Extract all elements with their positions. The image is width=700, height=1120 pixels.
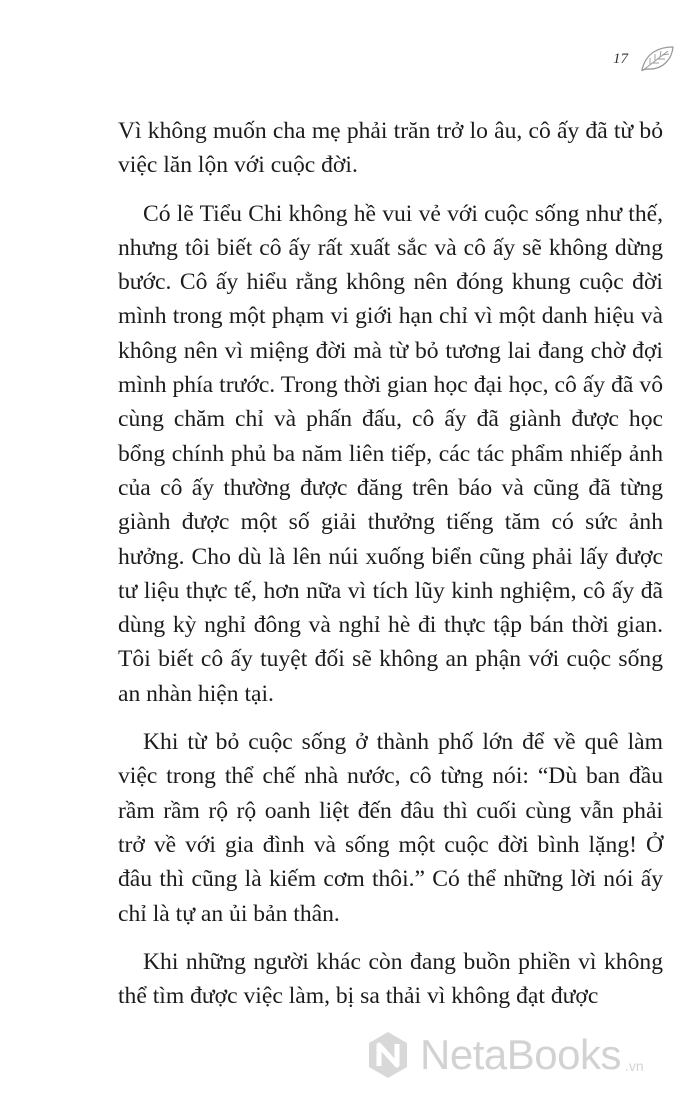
page-header <box>613 44 676 74</box>
watermark-brand: NetaBooks <box>420 1031 621 1078</box>
leaf-icon <box>638 44 676 74</box>
paragraph-3: Khi từ bỏ cuộc sống ở thành phố lớn để về quê làm việc trong thể chế nhà nước, cô từng nói: “Dù ban đầu rầm rầm rộ rộ oanh liệt đến đâu thì cuối cùng vẫn phải trở về với gia đình và sống một cuộc đời bình lặng! Ở đâu thì cũng là kiếm cơm thôi.” Có thể những lời nói ấy chỉ là tự an ủi bản thân. <box>118 729 663 927</box>
paragraph-4: Khi những người khác còn đang buồn phiền vì không thể tìm được việc làm, bị sa thải vì không đạt được <box>118 948 663 1010</box>
watermark-suffix: .vn <box>624 1058 644 1074</box>
watermark <box>366 1030 644 1080</box>
paragraph-1: Vì không muốn cha mẹ phải trăn trở lo âu, cô ấy đã từ bỏ việc lăn lộn với cuộc đời. <box>118 118 663 179</box>
book-body-text <box>118 114 663 1027</box>
page-number: 17 <box>613 50 628 67</box>
netabooks-logo-icon <box>366 1030 410 1080</box>
paragraph-2: Có lẽ Tiểu Chi không hề vui vẻ với cuộc sống như thế, nhưng tôi biết cô ấy rất xuất sắc và cô ấy sẽ không dừng bước. Cô ấy hiểu rằng không nên đóng khung cuộc đời mình trong một phạm vi giới hạn chỉ vì một danh hiệu và không nên vì miệng đời mà từ bỏ tương lai đang chờ đợi mình phía trước. Trong thời gian học đại học, cô ấy đã vô cùng chăm chỉ và phấn đấu, cô ấy đã giành được học bổng chính phủ ba năm liên tiếp, các tác phẩm nhiếp ảnh của cô ấy thường được đăng trên báo và cũng đã từng giành được một số giải thưởng tiếng tăm có sức ảnh hưởng. Cho dù là lên núi xuống biển cũng phải lấy được tư liệu thực tế, hơn nữa vì tích lũy kinh nghiệm, cô ấy đã dùng kỳ nghỉ đông và nghỉ hè đi thực tập bán thời gian. Tôi biết cô ấy tuyệt đối sẽ không an phận với cuộc sống an nhàn hiện tại. <box>118 200 663 707</box>
